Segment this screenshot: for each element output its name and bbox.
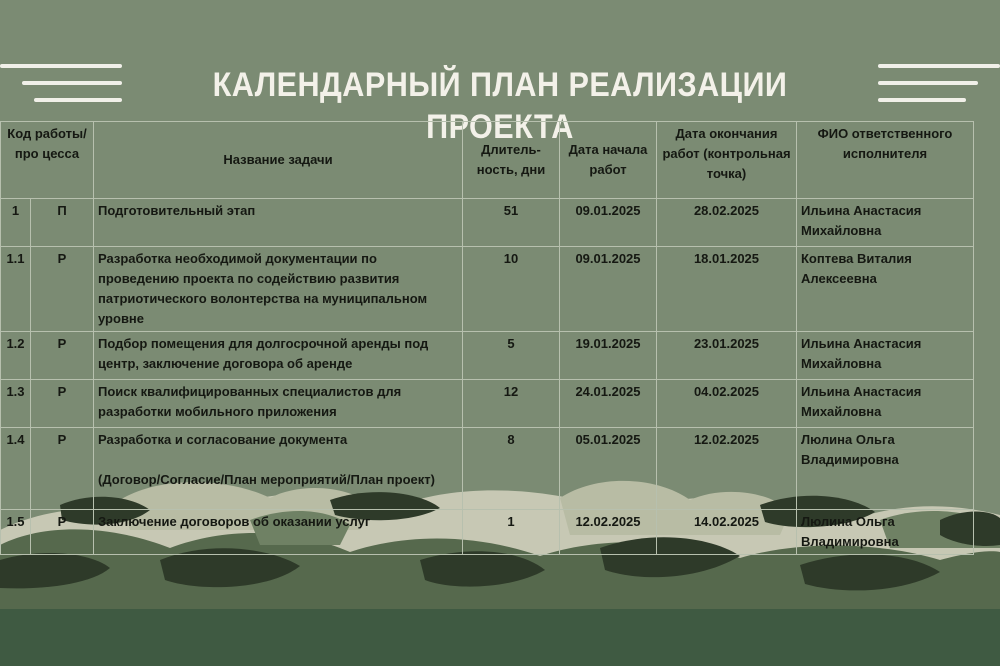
row-end-date: 14.02.2025 <box>657 510 797 555</box>
row-start-date: 09.01.2025 <box>560 247 657 332</box>
row-end-date: 04.02.2025 <box>657 380 797 428</box>
header-task-name: Название задачи <box>94 122 463 199</box>
row-owner: Коптева Виталия Алексеевна <box>797 247 974 332</box>
row-code: 1 <box>1 199 31 247</box>
row-duration: 12 <box>463 380 560 428</box>
row-duration: 51 <box>463 199 560 247</box>
row-task-line: Разработка и согласование документа <box>98 432 348 447</box>
row-task-line: Разработка необходимой документации по проведению проекта по содействию развития патриотического волонтерства на муниципальном уровне <box>98 251 428 326</box>
row-task <box>94 332 463 380</box>
row-task <box>94 199 463 247</box>
row-start-date: 09.01.2025 <box>560 199 657 247</box>
row-task <box>94 380 463 428</box>
row-end-date: 12.02.2025 <box>657 428 797 510</box>
row-owner: Люлина Ольга Владимировна <box>797 428 974 510</box>
row-duration: 5 <box>463 332 560 380</box>
row-duration: 10 <box>463 247 560 332</box>
row-duration: 1 <box>463 510 560 555</box>
row-task <box>94 428 463 510</box>
row-type: П <box>31 199 94 247</box>
project-schedule-table <box>0 121 974 555</box>
row-task-line: Поиск квалифицированных специалистов для разработки мобильного приложения <box>98 384 402 419</box>
row-type: Р <box>31 428 94 510</box>
header-code: Код работы/про цесса <box>1 122 94 199</box>
table-row <box>1 247 974 332</box>
row-type: Р <box>31 332 94 380</box>
row-type: Р <box>31 380 94 428</box>
decorative-stripes-left <box>0 62 125 104</box>
row-end-date: 28.02.2025 <box>657 199 797 247</box>
row-code: 1.4 <box>1 428 31 510</box>
row-task <box>94 510 463 555</box>
page-title: КАЛЕНДАРНЫЙ ПЛАН РЕАЛИЗАЦИИ ПРОЕКТА <box>212 66 788 146</box>
header-owner: ФИО ответственного исполнителя <box>797 122 974 199</box>
header-start-date: Дата начала работ <box>560 122 657 199</box>
table-row <box>1 428 974 510</box>
row-duration: 8 <box>463 428 560 510</box>
row-owner: Ильина Анастасия Михайловна <box>797 199 974 247</box>
table-row <box>1 510 974 555</box>
table-row <box>1 332 974 380</box>
row-task-line: Подбор помещения для долгосрочной аренды под центр, заключение договора об аренде <box>98 336 429 371</box>
row-owner: Ильина Анастасия Михайловна <box>797 380 974 428</box>
row-task-line: Заключение договоров об оказании услуг <box>98 514 371 529</box>
row-type: Р <box>31 247 94 332</box>
row-code: 1.1 <box>1 247 31 332</box>
row-task-line: Подготовительный этап <box>98 203 256 218</box>
row-end-date: 23.01.2025 <box>657 332 797 380</box>
table-row <box>1 199 974 247</box>
row-owner: Люлина Ольга Владимировна <box>797 510 974 555</box>
row-type: Р <box>31 510 94 555</box>
row-task-line: (Договор/Согласие/План мероприятий/План проект) <box>98 472 435 487</box>
row-start-date: 19.01.2025 <box>560 332 657 380</box>
header-end-date: Дата окончания работ (контрольная точка) <box>657 122 797 199</box>
row-code: 1.2 <box>1 332 31 380</box>
row-task <box>94 247 463 332</box>
table-header-row <box>1 122 974 199</box>
row-start-date: 24.01.2025 <box>560 380 657 428</box>
row-start-date: 12.02.2025 <box>560 510 657 555</box>
decorative-stripes-right <box>876 62 1000 104</box>
header-duration: Длитель- ность, дни <box>463 122 560 199</box>
row-owner: Ильина Анастасия Михайловна <box>797 332 974 380</box>
row-code: 1.5 <box>1 510 31 555</box>
row-end-date: 18.01.2025 <box>657 247 797 332</box>
row-code: 1.3 <box>1 380 31 428</box>
row-start-date: 05.01.2025 <box>560 428 657 510</box>
table-row <box>1 380 974 428</box>
